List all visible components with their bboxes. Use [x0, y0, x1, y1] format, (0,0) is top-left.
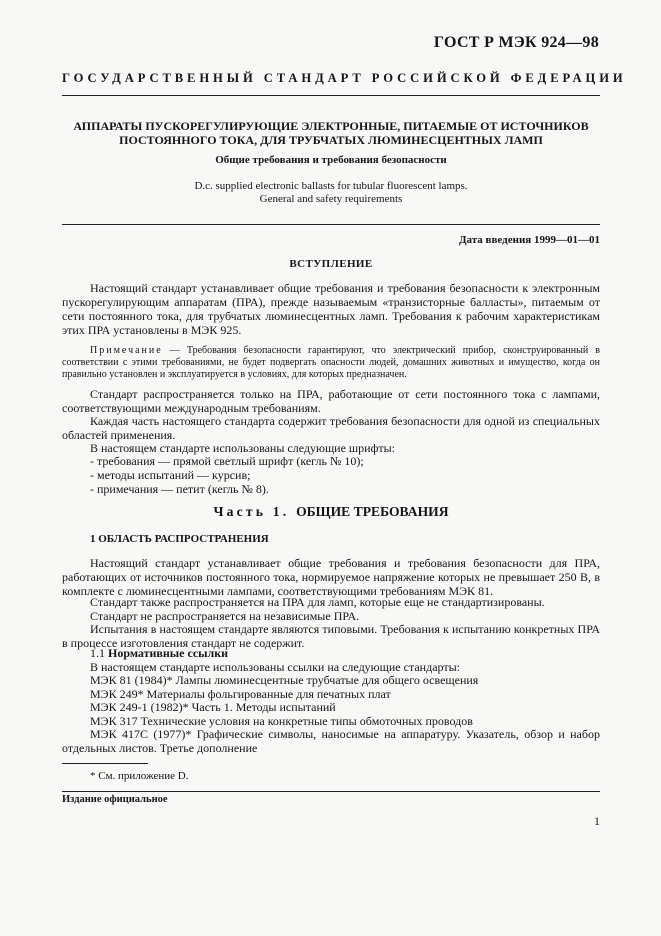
title-line-2: ПОСТОЯННОГО ТОКА, ДЛЯ ТРУБЧАТЫХ ЛЮМИНЕСЦЕНТНЫХ ЛАМП — [119, 133, 543, 147]
part-heading — [62, 504, 600, 520]
subsection-heading — [90, 646, 228, 661]
title-line-1: АППАРАТЫ ПУСКОРЕГУЛИРУЮЩИЕ ЭЛЕКТРОННЫЕ, ПИТАЕМЫЕ ОТ ИСТОЧНИКОВ — [73, 119, 589, 133]
reference-item-last — [62, 727, 600, 755]
paragraph-text: В настоящем стандарте использованы следующие шрифты: — [90, 441, 396, 455]
paragraph-text: Стандарт не распространяется на независимые ПРА. — [90, 609, 360, 623]
paragraph-text: Настоящий стандарт устанавливает общие требования и требования безопасности для ПРА, работающих от источников постоянного тока, нормируемое напряжение которых не превышает 250 В, в комплекте с люминесцентными лампами, соответствующими требованиям МЭК 81. — [62, 556, 600, 598]
document-title — [62, 119, 600, 147]
references-intro: В настоящем стандарте использованы ссылки на следующие стандарты: — [90, 660, 461, 674]
subsection-title: Нормативные ссылки — [108, 646, 229, 660]
reference-item: МЭК 249-1 (1982)* Часть 1. Методы испытаний — [90, 700, 336, 714]
subsection-number: 1.1 — [90, 646, 105, 660]
introduction-heading: ВСТУПЛЕНИЕ — [289, 258, 373, 270]
english-title-line-2: General and safety requirements — [259, 193, 403, 205]
introduction-paragraph-2 — [62, 387, 600, 415]
part-title: ОБЩИЕ ТРЕБОВАНИЯ — [296, 504, 449, 519]
footnote-divider — [62, 763, 148, 764]
paragraph-text: Стандарт распространяется только на ПРА, работающие от сети постоянного тока с лампами, соответствующими международным требованиям. — [62, 387, 600, 415]
introduction-note — [62, 345, 600, 381]
note-text: — Требования безопасности гарантируют, что электрический прибор, сконструированный в соответствии с этими требованиями, не будет подвергать опасности людей, домашних животных и имущество, когда он правильно установлен и эксплуатируется в условиях, для которых предназначен. — [62, 345, 601, 380]
section-heading: 1 ОБЛАСТЬ РАСПРОСТРАНЕНИЯ — [90, 533, 269, 545]
scope-paragraph-3 — [62, 609, 600, 623]
list-item: - методы испытаний — курсив; — [90, 468, 251, 482]
english-title-line-1: D.c. supplied electronic ballasts for tubular fluorescent lamps. — [194, 180, 468, 192]
note-label: Примечание — [90, 345, 163, 356]
footer-divider — [62, 791, 600, 792]
introduction-date: Дата введения 1999—01—01 — [458, 234, 600, 246]
paragraph-text: Настоящий стандарт устанавливает общие требования и требования безопасности к электронным пускорегулирующим аппаратам (ПРА), прежде называемым «транзисторные балласты», питаемым от сети постоянного тока, для трубчатых люминесцентных ламп. Требования к рабочим характеристикам этих ПРА установлены в МЭК 925. — [62, 281, 600, 337]
scope-paragraph-1 — [62, 556, 600, 598]
paragraph-text: МЭК 417С (1977)* Графические символы, наносимые на аппаратуру. Указатель, обзор и набор отдельных листов. Третье дополнение — [62, 727, 600, 755]
header-divider — [62, 95, 600, 96]
introduction-paragraph-4 — [62, 441, 600, 455]
introduction-paragraph-1 — [62, 281, 600, 337]
paragraph-text: Стандарт также распространяется на ПРА для ламп, которые еще не стандартизированы. — [90, 595, 545, 609]
list-item: - примечания — петит (кегль № 8). — [90, 482, 269, 496]
reference-item: МЭК 81 (1984)* Лампы люминесцентные трубчатые для общего освещения — [90, 673, 479, 687]
paragraph-text: Каждая часть настоящего стандарта содержит требования безопасности для одной из специальных областей применения. — [62, 414, 600, 442]
page-number: 1 — [594, 814, 600, 828]
footnote: * См. приложение D. — [90, 770, 189, 782]
note-paragraph — [62, 345, 600, 381]
list-item: - требования — прямой светлый шрифт (кегль № 10); — [90, 454, 364, 468]
part-label: Часть 1. — [213, 504, 290, 519]
english-title — [62, 180, 600, 206]
organization-heading: ГОСУДАРСТВЕННЫЙ СТАНДАРТ РОССИЙСКОЙ ФЕДЕРАЦИИ — [62, 71, 627, 85]
scope-paragraph-2 — [62, 595, 600, 609]
paragraph-text: Испытания в настоящем стандарте являются типовыми. Требования к испытанию конкретных ПРА в процессе изготовления стандарт не содержит. — [62, 622, 600, 650]
official-edition: Издание официальное — [62, 794, 168, 805]
standard-code: ГОСТ Р МЭК 924—98 — [433, 34, 599, 51]
document-subtitle: Общие требования и требования безопасности — [215, 154, 447, 166]
title-divider — [62, 224, 600, 225]
reference-item: МЭК 249* Материалы фольгированные для печатных плат — [90, 687, 391, 701]
reference-item: МЭК 317 Технические условия на конкретные типы обмоточных проводов — [90, 714, 473, 728]
introduction-paragraph-3 — [62, 414, 600, 442]
fonts-list — [62, 454, 600, 496]
